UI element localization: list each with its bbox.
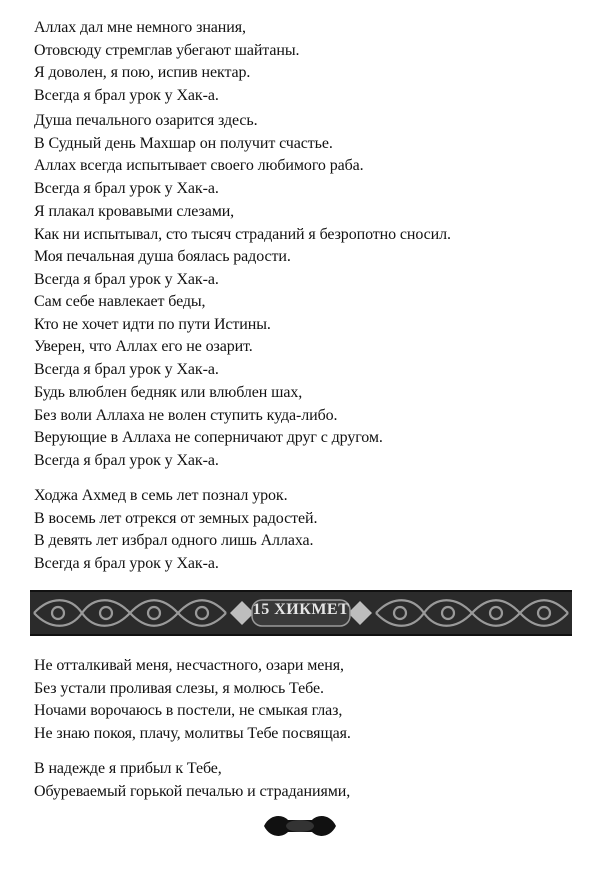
stanza-8 [34, 758, 574, 803]
verse-line: Обуреваемый горькой печалью и страданиями, [34, 782, 351, 800]
stanza-2 [34, 110, 574, 200]
verse-line: Кто не хочет идти по пути Истины. [34, 315, 271, 333]
verse-line: Верующие в Аллаха не соперничают друг с другом. [34, 429, 383, 446]
verse-line: Я плакал кровавыми слезами, [34, 203, 235, 220]
stanza-3 [34, 201, 574, 291]
verse-line: В надежде я прибыл к Тебе, [34, 760, 222, 777]
verse-line: Не знаю покоя, плачу, молитвы Тебе посвящая. [34, 724, 351, 742]
verse-line: Не отталкивай меня, несчастного, озари меня, [34, 657, 344, 674]
stanza-5 [34, 382, 574, 472]
section-title: 15 ХИКМЕТ [252, 601, 350, 618]
stanza-6 [34, 485, 574, 575]
verse-line: Моя печальная душа боялась радости. [34, 248, 291, 265]
verse-line: Без воли Аллаха не волен ступить куда-либо. [34, 406, 338, 424]
verse-line: Душа печального озарится здесь. [34, 112, 258, 129]
verse-line: Без устали проливая слезы, я молюсь Тебе. [34, 679, 324, 697]
verse-line: В восемь лет отрекся от земных радостей. [34, 509, 318, 527]
verse-line: Сам себе навлекает беды, [34, 293, 206, 310]
verse-line: Отовсюду стремглав убегают шайтаны. [34, 41, 300, 59]
verse-line: Будь влюблен бедняк или влюблен шах, [34, 384, 303, 401]
verse-line: Всегда я брал урок у Хак-а. [34, 451, 219, 469]
stanza-7 [34, 655, 574, 745]
verse-line: Аллах дал мне немного знания, [34, 19, 246, 36]
verse-line: Я доволен, я пою, испив нектар. [34, 64, 251, 81]
verse-line: Всегда я брал урок у Хак-а. [34, 179, 219, 197]
page-ornament-icon [262, 812, 338, 840]
verse-line: Ходжа Ахмед в семь лет познал урок. [34, 487, 288, 504]
verse-line: В девять лет избрал одного лишь Аллаха. [34, 532, 314, 549]
stanza-1 [34, 17, 574, 107]
verse-line: Всегда я брал урок у Хак-а. [34, 86, 219, 104]
verse-line: Аллах всегда испытывает своего любимого раба. [34, 157, 364, 174]
verse-line: Уверен, что Аллах его не озарит. [34, 338, 253, 355]
verse-line: В Судный день Махшар он получит счастье. [34, 134, 333, 152]
section-banner [30, 590, 572, 636]
verse-line: Всегда я брал урок у Хак-а. [34, 554, 219, 572]
verse-line: Всегда я брал урок у Хак-а. [34, 360, 219, 378]
stanza-4 [34, 291, 574, 381]
verse-line: Всегда я брал урок у Хак-а. [34, 270, 219, 288]
verse-line: Ночами ворочаюсь в постели, не смыкая глаз, [34, 702, 343, 719]
verse-line: Как ни испытывал, сто тысяч страданий я безропотно сносил. [34, 225, 451, 243]
